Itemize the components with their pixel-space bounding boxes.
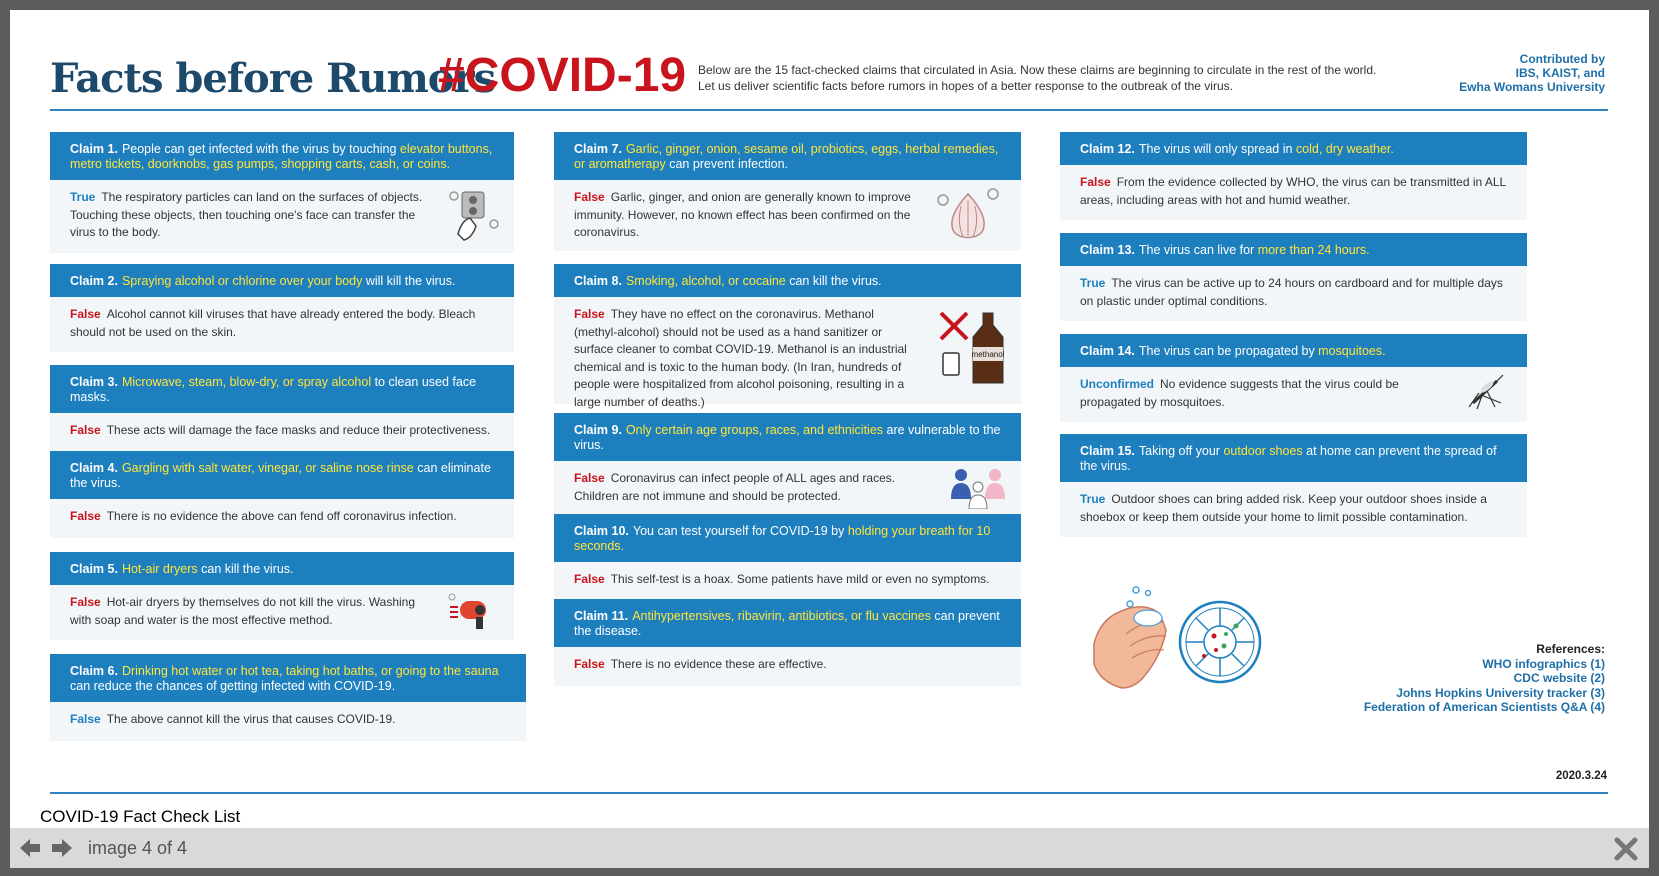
claim-card (50, 451, 514, 538)
claim-header (554, 264, 1021, 297)
verdict-badge: False (574, 471, 605, 485)
claim-body (554, 297, 1021, 409)
claim-label: Claim 3. (70, 375, 118, 389)
verdict-badge: False (574, 190, 605, 204)
contrib-line: Ewha Womans University (1459, 80, 1605, 94)
claim-explanation: Garlic, ginger, and onion are generally known to improve immunity. However, no known effect has been confirmed on the coronavirus. (574, 190, 911, 239)
verdict-badge: False (70, 712, 101, 726)
previous-image-button[interactable] (18, 836, 42, 860)
bottle-label: methanol (971, 350, 1005, 359)
verdict-badge: False (574, 307, 605, 321)
contributors (1459, 52, 1605, 94)
verdict-badge: False (70, 423, 101, 437)
claim-header (50, 654, 526, 702)
claim-card (1060, 132, 1527, 220)
claim-header (50, 132, 514, 180)
claim-label: Claim 2. (70, 274, 118, 288)
claim-card (50, 654, 526, 741)
claim-header (50, 365, 514, 413)
infographic-title: Facts before Rumors (50, 55, 496, 102)
claim-highlight: Spraying alcohol or chlorine over your body (121, 274, 363, 288)
claim-body (554, 180, 1021, 251)
claim-label: Claim 11. (574, 609, 629, 623)
claim-explanation: The virus can be active up to 24 hours on cardboard and for multiple days on plastic under optimal conditions. (1080, 276, 1503, 308)
claim-body (554, 461, 1021, 516)
claim-label: Claim 13. (1080, 243, 1135, 257)
claim-label: Claim 10. (574, 524, 629, 538)
claim-header (554, 514, 1021, 562)
verdict-badge: False (70, 307, 101, 321)
verdict-badge: True (1080, 492, 1106, 506)
claim-explanation: The respiratory particles can land on the surfaces of objects. Touching these objects, then touching one's face can transfer the virus to the body. (70, 190, 423, 239)
claim-body (50, 585, 514, 640)
elevator-button-icon (444, 186, 502, 244)
claim-highlight: Only certain age groups, races, and ethnicities (625, 423, 884, 437)
methanol-bottle-icon (937, 309, 1007, 385)
references (1364, 642, 1605, 715)
claim-label: Claim 6. (70, 664, 118, 678)
references-heading: References: (1536, 642, 1605, 656)
reference-link[interactable]: Johns Hopkins University tracker (3) (1396, 685, 1605, 700)
close-icon (1613, 836, 1639, 862)
claim-card (50, 552, 514, 640)
claim-highlight: mosquitoes. (1318, 344, 1386, 358)
claim-body (1060, 266, 1527, 321)
claim-explanation: Alcohol cannot kill viruses that have already entered the body. Bleach should not be used on the skin. (70, 307, 476, 339)
claim-explanation: Coronavirus can infect people of ALL ages and races. Children are not immune and should be protected. (574, 471, 896, 503)
claim-explanation: There is no evidence these are effective. (610, 657, 827, 671)
lightbox-frame (10, 10, 1649, 868)
claim-text: The virus can live for (1138, 243, 1258, 257)
verdict-badge: Unconfirmed (1080, 377, 1155, 391)
verdict-badge: False (574, 657, 605, 671)
contrib-line: IBS, KAIST, and (1515, 66, 1605, 80)
claim-explanation: There is no evidence the above can fend off coronavirus infection. (106, 509, 457, 523)
claim-header (554, 599, 1021, 647)
claim-header (554, 132, 1021, 180)
claim-text: will kill the virus. (362, 274, 456, 288)
intro-line: Let us deliver scientific facts before rumors in hopes of a better response to the outbreak of the virus. (698, 79, 1233, 93)
claim-text: at home can prevent the spread of the virus. (1080, 444, 1497, 473)
claim-label: Claim 7. (574, 142, 622, 156)
claim-header (1060, 434, 1527, 482)
claim-explanation: They have no effect on the coronavirus. Methanol (methyl-alcohol) should not be used as a hand sanitizer or surface cleaner to combat COVID-19. Methanol is an industrial chemical and is toxic to the human body. (In Iran, hundreds of people were hospitalized from alcohol poisoning, resulting in a large number of deaths.) (574, 307, 907, 409)
claim-body (50, 297, 514, 352)
claim-card (554, 599, 1021, 686)
claim-highlight: Drinking hot water or hot tea, taking hot baths, or going to the sauna (121, 664, 499, 678)
claim-highlight: Antihypertensives, ribavirin, antibiotics, or flu vaccines (632, 609, 931, 623)
claim-text: can prevent infection. (665, 157, 789, 171)
claim-text: can kill the virus. (197, 562, 294, 576)
claim-body (1060, 165, 1527, 220)
claim-body (50, 413, 514, 452)
claim-explanation: Outdoor shoes can bring added risk. Keep your outdoor shoes inside a shoebox or keep them outside your home to limit possible contamination. (1080, 492, 1487, 524)
claim-highlight: Smoking, alcohol, or cocaine (625, 274, 786, 288)
garlic-icon (935, 186, 1001, 242)
reference-link[interactable]: Federation of American Scientists Q&A (4) (1363, 700, 1605, 714)
claim-body (50, 499, 514, 538)
claim-text: People can get infected with the virus by touching (121, 142, 400, 156)
claim-text: You can test yourself for COVID-19 by (632, 524, 848, 538)
claim-body (554, 562, 1021, 601)
claim-text: can reduce the chances of getting infected with COVID-19. (70, 679, 396, 693)
claim-text: are vulnerable to the virus. (574, 423, 1001, 452)
claim-text: Taking off your (1138, 444, 1224, 458)
claim-label: Claim 12. (1080, 142, 1135, 156)
claim-label: Claim 14. (1080, 344, 1135, 358)
claim-header (1060, 233, 1527, 266)
claim-highlight: Hot-air dryers (121, 562, 198, 576)
claim-body (1060, 482, 1527, 537)
claim-explanation: No evidence suggests that the virus could be propagated by mosquitoes. (1080, 377, 1399, 409)
intro-text (698, 62, 1398, 94)
contrib-line: Contributed by (1519, 52, 1605, 66)
people-group-icon (949, 465, 1007, 509)
claim-explanation: Hot-air dryers by themselves do not kill the virus. Washing with soap and water is the most effective method. (70, 595, 416, 627)
intro-line: Below are the 15 fact-checked claims that circulated in Asia. Now these claims are beginning to circulate in the rest of the world. (698, 63, 1377, 77)
claim-text: can eliminate the virus. (70, 461, 491, 490)
next-image-button[interactable] (50, 836, 74, 860)
claim-label: Claim 8. (574, 274, 622, 288)
arrow-left-icon (18, 836, 42, 860)
claim-explanation: The above cannot kill the virus that causes COVID-19. (106, 712, 396, 726)
close-button[interactable] (1613, 836, 1639, 862)
hair-dryer-icon (446, 591, 496, 631)
claim-card (1060, 434, 1527, 537)
mosquito-icon (1465, 373, 1505, 411)
claim-highlight: Garlic, ginger, onion, sesame oil, probiotics, eggs, herbal remedies, or aromatherapy (574, 142, 999, 171)
claim-card (50, 365, 514, 452)
claim-header (1060, 132, 1527, 165)
claim-header (1060, 334, 1527, 367)
claim-text: can prevent the disease. (574, 609, 1000, 638)
verdict-badge: False (1080, 175, 1111, 189)
claim-highlight: Gargling with salt water, vinegar, or saline nose rinse (121, 461, 414, 475)
claim-highlight: cold, dry weather. (1295, 142, 1394, 156)
claim-card (554, 514, 1021, 601)
claim-label: Claim 9. (574, 423, 622, 437)
claim-header (50, 552, 514, 585)
claim-card (554, 132, 1021, 251)
verdict-badge: False (70, 595, 101, 609)
claim-highlight: holding your breath for 10 seconds. (574, 524, 991, 553)
claim-label: Claim 15. (1080, 444, 1135, 458)
claim-body (50, 180, 514, 253)
claim-card (1060, 233, 1527, 321)
claim-body (554, 647, 1021, 686)
claim-label: Claim 5. (70, 562, 118, 576)
verdict-badge: True (70, 190, 96, 204)
claim-text: The virus can be propagated by (1138, 344, 1319, 358)
infographic-image (10, 10, 1649, 808)
claim-card (50, 132, 514, 253)
claim-body (1060, 367, 1527, 422)
verdict-badge: True (1080, 276, 1106, 290)
claim-explanation: These acts will damage the face masks and reduce their protectiveness. (106, 423, 491, 437)
claim-card (50, 264, 514, 352)
claim-explanation: This self-test is a hoax. Some patients have mild or even no symptoms. (610, 572, 990, 586)
claim-header (50, 264, 514, 297)
claim-label: Claim 4. (70, 461, 118, 475)
footer-divider (50, 792, 1608, 794)
claim-card (554, 413, 1021, 516)
header-divider (50, 109, 1608, 111)
claim-card (1060, 334, 1527, 422)
covid-hashtag: #COVID-19 (438, 49, 687, 102)
claim-header (554, 413, 1021, 461)
arrow-right-icon (50, 836, 74, 860)
claim-explanation: From the evidence collected by WHO, the virus can be transmitted in ALL areas, including areas with hot and humid weather. (1080, 175, 1506, 207)
claim-text: can kill the virus. (785, 274, 882, 288)
claim-card (554, 264, 1021, 409)
verdict-badge: False (70, 509, 101, 523)
hand-washing-illustration (1086, 584, 1266, 696)
claim-body (50, 702, 526, 741)
reference-link[interactable]: CDC website (2) (1513, 671, 1605, 685)
claim-text: to clean used face masks. (70, 375, 477, 404)
claim-text: The virus will only spread in (1138, 142, 1296, 156)
claim-label: Claim 1. (70, 142, 118, 156)
image-counter: image 4 of 4 (88, 838, 188, 858)
claim-header (50, 451, 514, 499)
viewer-toolbar (10, 828, 1649, 868)
publish-date: 2020.3.24 (1555, 770, 1607, 782)
reference-link[interactable]: WHO infographics (1) (1482, 656, 1605, 671)
verdict-badge: False (574, 572, 605, 586)
claim-highlight: Microwave, steam, blow-dry, or spray alcohol (121, 375, 372, 389)
claim-highlight: elevator buttons, metro tickets, doorknobs, gas pumps, shopping carts, cash, or coins. (70, 142, 493, 171)
claim-highlight: more than 24 hours. (1257, 243, 1370, 257)
image-caption: COVID-19 Fact Check List (40, 807, 241, 826)
claim-highlight: outdoor shoes (1223, 444, 1303, 458)
